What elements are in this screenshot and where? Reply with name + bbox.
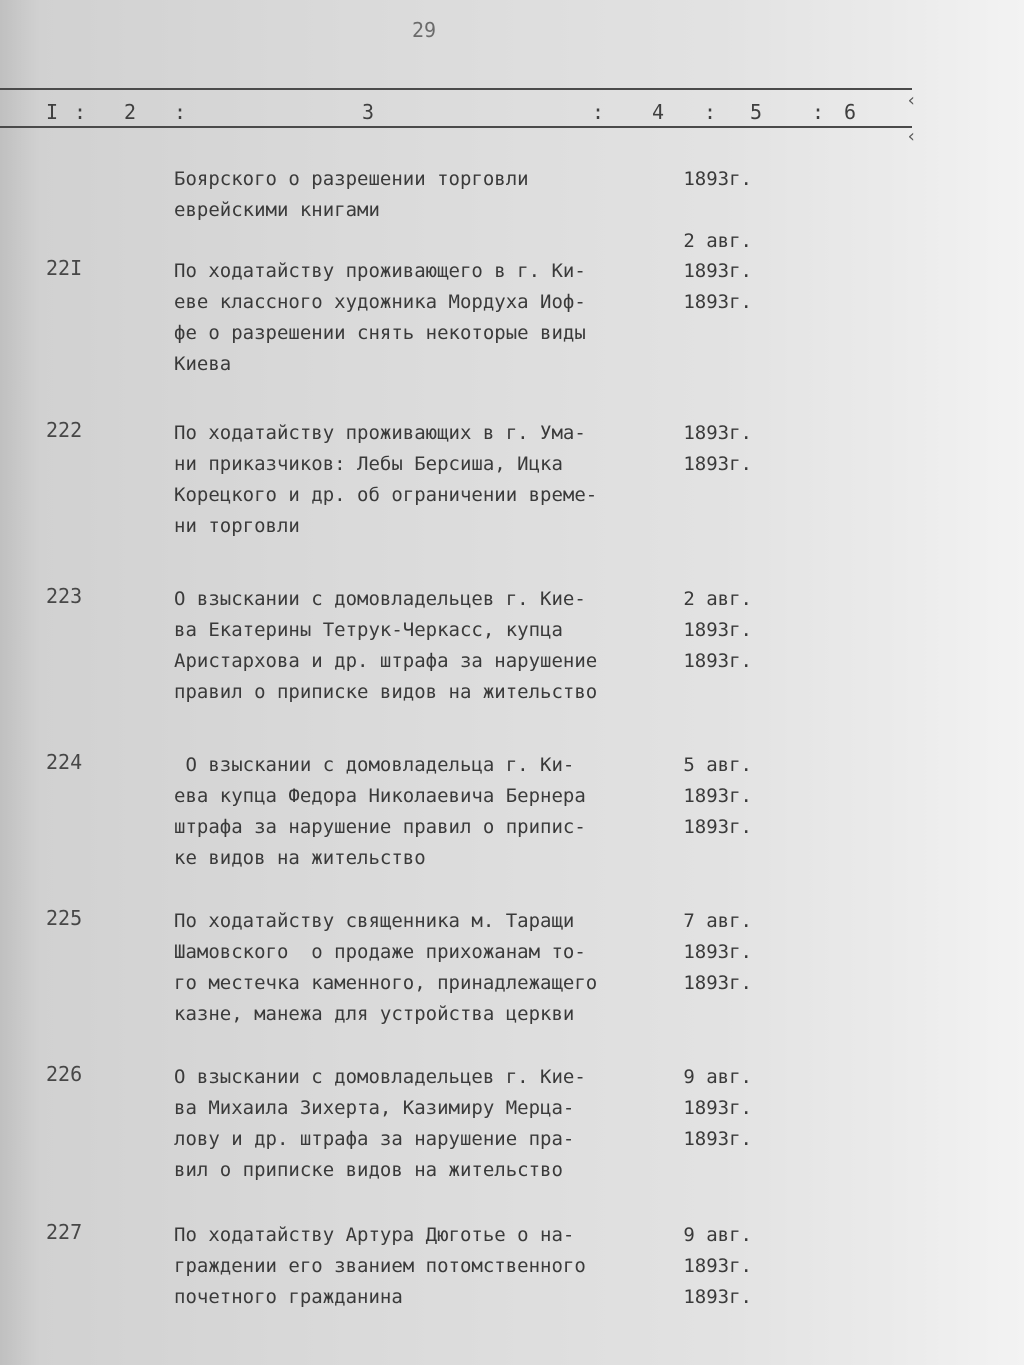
entry-description: О взыскании с домовладельца г. Ки- ева купца Федора Николаевича Бернера штрафа за нарушение правил о припис- ке видов на жительство <box>174 754 586 869</box>
entry-dates: 5 авг. 1893г. 1893г. <box>683 754 752 838</box>
entry-number: 22I <box>46 256 83 280</box>
entry-description: По ходатайству проживающего в г. Ки- еве классного художника Мордуха Иоф- фе о разрешении снять некоторые виды Киева <box>174 260 586 375</box>
entry-dates: 2 авг. 1893г. 1893г. <box>683 588 752 672</box>
column-header-6: 6 <box>844 100 857 124</box>
entry-description: Боярского о разрешении торговли еврейскими книгами <box>174 168 529 221</box>
entry-description: По ходатайству Артура Дюготье о на- граждении его званием потомственного почетного гражданина <box>174 1224 586 1308</box>
entry-number: 224 <box>46 750 83 774</box>
entry-dates: 9 авг. 1893г. 1893г. <box>683 1066 752 1150</box>
entry-description: По ходатайству проживающих в г. Ума- ни приказчиков: Лебы Берсиша, Ицка Корецкого и др. об ограничении време- ни торговли <box>174 422 598 537</box>
column-header-1: I <box>46 100 59 124</box>
entry-dates: 7 авг. 1893г. 1893г. <box>683 910 752 994</box>
entry-dates: 9 авг. 1893г. 1893г. <box>683 1224 752 1308</box>
page-number: 29 <box>412 18 437 42</box>
entry-description: О взыскании с домовладельцев г. Кие- ва Екатерины Тетрук-Черкасс, купца Аристархова и др. штрафа за нарушение правил о приписке видов на жительство <box>174 588 598 703</box>
entry-dates: 1893г. 1893г. <box>683 422 752 475</box>
page-edge-shadow <box>0 0 40 1365</box>
entry-number: 223 <box>46 584 83 608</box>
entry-number: 225 <box>46 906 83 930</box>
entry-description: О взыскании с домовладельцев г. Кие- ва Михаила Зихерта, Казимиру Мерца- лову и др. штрафа за нарушение пра- вил о приписке видов на жительство <box>174 1066 586 1181</box>
entry-number: 227 <box>46 1220 83 1244</box>
entry-dates: 1893г. 2 авг. <box>683 168 752 252</box>
entry-dates: 1893г. 1893г. <box>683 260 752 313</box>
rule-end-mark: ‹ <box>906 126 917 147</box>
column-separator: : <box>74 100 87 124</box>
column-separator: : <box>704 100 717 124</box>
entry-number: 226 <box>46 1062 83 1086</box>
column-header-5: 5 <box>750 100 763 124</box>
column-separator: : <box>174 100 187 124</box>
column-header-4: 4 <box>652 100 665 124</box>
rule-end-mark: ‹ <box>906 90 917 111</box>
column-header-2: 2 <box>124 100 137 124</box>
header-top-rule <box>0 88 912 90</box>
header-bottom-rule <box>0 126 912 128</box>
column-separator: : <box>812 100 825 124</box>
column-header-3: 3 <box>362 100 375 124</box>
column-separator: : <box>592 100 605 124</box>
entry-description: По ходатайству священника м. Таращи Шамовского о продаже прихожанам то- го местечка каменного, принадлежащего казне, манежа для устройства церкви <box>174 910 598 1025</box>
entry-number: 222 <box>46 418 83 442</box>
